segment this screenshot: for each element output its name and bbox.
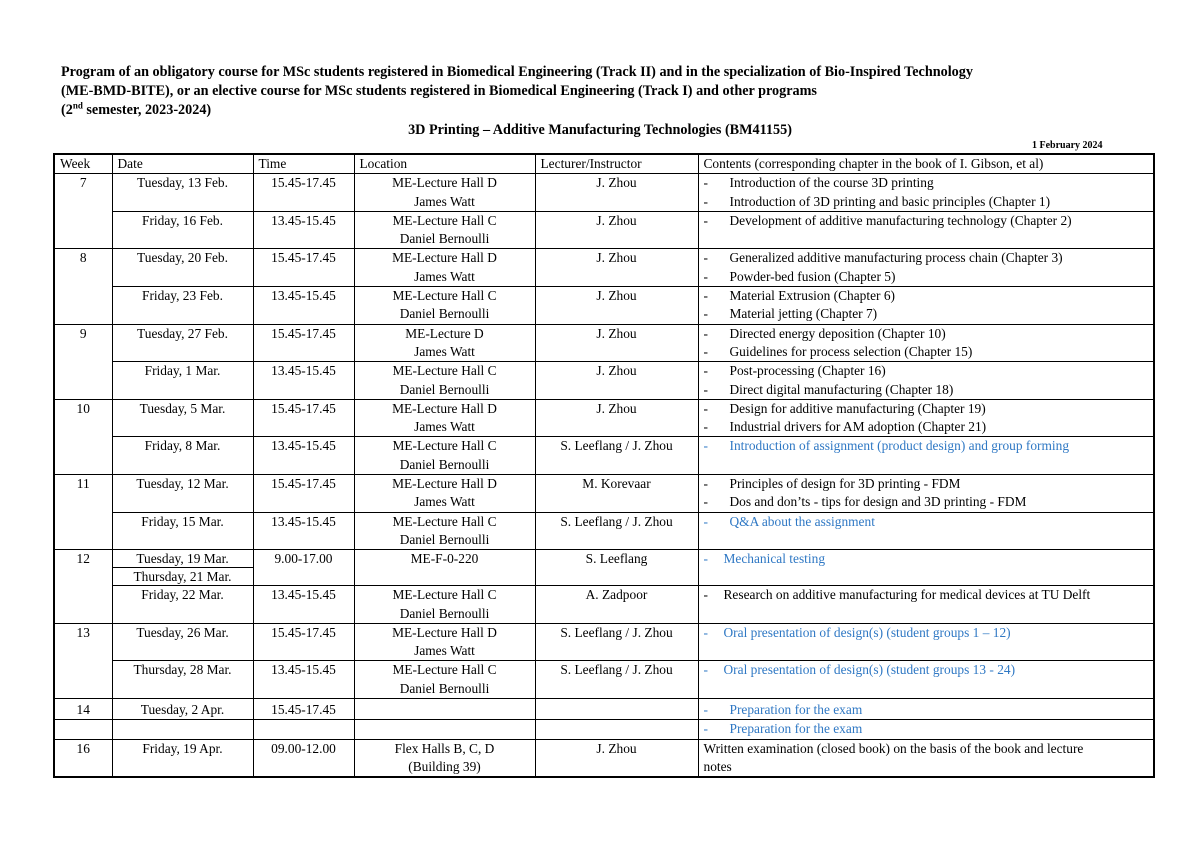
location-line: Daniel Bernoulli bbox=[399, 531, 490, 547]
week-cell: 16 bbox=[54, 739, 112, 777]
content-item bbox=[704, 174, 1149, 192]
table-row bbox=[54, 324, 1154, 362]
content-item bbox=[704, 400, 1149, 418]
table-row bbox=[54, 623, 1154, 661]
contents-cell bbox=[698, 550, 1154, 586]
content-item bbox=[704, 362, 1149, 380]
time-cell: 13.45-15.45 bbox=[253, 362, 354, 400]
lecturer-cell: J. Zhou bbox=[535, 324, 698, 362]
time-cell: 13.45-15.45 bbox=[253, 211, 354, 249]
content-text: Oral presentation of design(s) (student groups 13 - 24) bbox=[723, 662, 1016, 678]
content-text: Design for additive manufacturing (Chapter 19) bbox=[729, 400, 986, 416]
location-cell bbox=[354, 720, 535, 739]
date-cell: Tuesday, 5 Mar. bbox=[112, 399, 253, 437]
date-cell: Friday, 15 Mar. bbox=[112, 512, 253, 550]
location-line: ME-Lecture Hall C bbox=[392, 513, 497, 529]
date-cell: Friday, 16 Feb. bbox=[112, 211, 253, 249]
lecturer-cell bbox=[535, 720, 698, 739]
location-line: ME-Lecture Hall C bbox=[392, 662, 497, 678]
bullet: - bbox=[703, 662, 708, 678]
time-cell: 15.45-17.45 bbox=[253, 399, 354, 437]
bullet: - bbox=[703, 624, 708, 640]
lecturer-cell bbox=[535, 699, 698, 720]
date-cell: Tuesday, 19 Mar. bbox=[112, 550, 253, 568]
content-item bbox=[704, 268, 1149, 286]
location-cell bbox=[354, 623, 535, 661]
content-text: Introduction of the course 3D printing bbox=[729, 175, 934, 191]
date-cell: Friday, 8 Mar. bbox=[112, 437, 253, 475]
lecturer-cell: S. Leeflang / J. Zhou bbox=[535, 661, 698, 699]
table-header-row bbox=[54, 154, 1154, 174]
date-cell bbox=[112, 720, 253, 739]
location-line: ME-Lecture Hall C bbox=[392, 438, 497, 454]
semester-pre: (2 bbox=[61, 102, 73, 118]
col-week: Week bbox=[54, 154, 112, 174]
lecturer-cell: S. Leeflang / J. Zhou bbox=[535, 623, 698, 661]
time-cell: 13.45-15.45 bbox=[253, 287, 354, 325]
content-item bbox=[704, 343, 1149, 361]
bullet: - bbox=[703, 193, 708, 209]
contents-cell bbox=[698, 586, 1154, 624]
table-row bbox=[54, 249, 1154, 287]
content-text: Material Extrusion (Chapter 6) bbox=[729, 288, 895, 304]
location-line: James Watt bbox=[414, 494, 475, 510]
bullet: - bbox=[703, 587, 708, 603]
contents-cell bbox=[698, 437, 1154, 475]
bullet: - bbox=[703, 721, 708, 737]
location-cell bbox=[354, 324, 535, 362]
schedule-table bbox=[53, 153, 1155, 778]
content-text: Powder-bed fusion (Chapter 5) bbox=[729, 268, 896, 284]
date-cell: Friday, 23 Feb. bbox=[112, 287, 253, 325]
content-text: Preparation for the exam bbox=[729, 702, 863, 718]
content-item bbox=[704, 586, 1149, 604]
week-cell: 9 bbox=[54, 324, 112, 399]
location-cell bbox=[354, 699, 535, 720]
lecturer-cell: S. Leeflang bbox=[535, 550, 698, 586]
content-item bbox=[704, 212, 1149, 230]
table-row bbox=[54, 739, 1154, 777]
content-text: Post-processing (Chapter 16) bbox=[729, 363, 886, 379]
time-cell: 13.45-15.45 bbox=[253, 586, 354, 624]
table-row bbox=[54, 550, 1154, 568]
content-text: Introduction of 3D printing and basic principles (Chapter 1) bbox=[729, 193, 1051, 209]
col-location: Location bbox=[354, 154, 535, 174]
lecturer-cell: J. Zhou bbox=[535, 399, 698, 437]
content-text: Generalized additive manufacturing process chain (Chapter 3) bbox=[729, 250, 1063, 266]
location-line: Daniel Bernoulli bbox=[399, 381, 490, 397]
location-line: (Building 39) bbox=[408, 758, 481, 774]
content-item bbox=[704, 493, 1149, 511]
location-line: James Watt bbox=[414, 419, 475, 435]
col-time: Time bbox=[253, 154, 354, 174]
table-row bbox=[54, 399, 1154, 437]
location-line: ME-Lecture D bbox=[405, 325, 484, 341]
time-cell: 13.45-15.45 bbox=[253, 437, 354, 475]
table-row bbox=[54, 287, 1154, 325]
col-lecturer: Lecturer/Instructor bbox=[535, 154, 698, 174]
contents-cell bbox=[698, 699, 1154, 720]
contents-cell bbox=[698, 739, 1154, 777]
location-line: Daniel Bernoulli bbox=[399, 680, 490, 696]
content-item bbox=[704, 513, 1149, 531]
location-line: Flex Halls B, C, D bbox=[394, 740, 495, 756]
col-contents: Contents (corresponding chapter in the book of I. Gibson, et al) bbox=[698, 154, 1154, 174]
content-text: Industrial drivers for AM adoption (Chapter 21) bbox=[729, 419, 987, 435]
content-item bbox=[704, 475, 1149, 493]
bullet: - bbox=[703, 250, 708, 266]
location-cell bbox=[354, 586, 535, 624]
location-cell bbox=[354, 174, 535, 212]
location-line: ME-Lecture Hall C bbox=[392, 288, 497, 304]
content-text: Preparation for the exam bbox=[729, 721, 863, 737]
contents-cell bbox=[698, 287, 1154, 325]
content-item bbox=[704, 305, 1149, 323]
contents-cell bbox=[698, 720, 1154, 739]
bullet: - bbox=[703, 551, 708, 567]
content-item bbox=[704, 418, 1149, 436]
time-cell: 15.45-17.45 bbox=[253, 249, 354, 287]
lecturer-cell: M. Korevaar bbox=[535, 475, 698, 513]
table-row bbox=[54, 661, 1154, 699]
location-cell bbox=[354, 550, 535, 586]
date-cell: Tuesday, 12 Mar. bbox=[112, 475, 253, 513]
week-cell: 7 bbox=[54, 174, 112, 249]
contents-cell bbox=[698, 399, 1154, 437]
location-cell bbox=[354, 512, 535, 550]
week-cell: 14 bbox=[54, 699, 112, 720]
header-semester bbox=[61, 101, 1151, 120]
time-cell: 09.00-12.00 bbox=[253, 739, 354, 777]
content-item bbox=[704, 720, 1149, 738]
time-cell: 15.45-17.45 bbox=[253, 699, 354, 720]
bullet: - bbox=[703, 513, 708, 529]
bullet: - bbox=[703, 381, 708, 397]
lecturer-cell: A. Zadpoor bbox=[535, 586, 698, 624]
contents-cell bbox=[698, 623, 1154, 661]
location-line: ME-Lecture Hall C bbox=[392, 363, 497, 379]
bullet: - bbox=[703, 325, 708, 341]
semester-sup: nd bbox=[72, 100, 83, 111]
document-date: 1 February 2024 bbox=[1032, 140, 1103, 151]
contents-cell bbox=[698, 324, 1154, 362]
bullet: - bbox=[703, 212, 708, 228]
location-cell bbox=[354, 362, 535, 400]
week-cell: 12 bbox=[54, 550, 112, 624]
bullet: - bbox=[703, 419, 708, 435]
location-line: ME-Lecture Hall D bbox=[392, 250, 497, 266]
bullet: - bbox=[703, 400, 708, 416]
week-cell: 13 bbox=[54, 623, 112, 698]
bullet: - bbox=[703, 363, 708, 379]
contents-cell bbox=[698, 174, 1154, 212]
location-cell bbox=[354, 211, 535, 249]
date-cell: Tuesday, 26 Mar. bbox=[112, 623, 253, 661]
content-item bbox=[704, 325, 1149, 343]
lecturer-cell: J. Zhou bbox=[535, 211, 698, 249]
course-title: 3D Printing – Additive Manufacturing Technologies (BM41155) bbox=[408, 122, 792, 138]
lecturer-cell: J. Zhou bbox=[535, 249, 698, 287]
time-cell: 15.45-17.45 bbox=[253, 623, 354, 661]
location-cell bbox=[354, 287, 535, 325]
contents-cell bbox=[698, 211, 1154, 249]
bullet: - bbox=[703, 476, 708, 492]
date-cell: Thursday, 28 Mar. bbox=[112, 661, 253, 699]
content-text: Direct digital manufacturing (Chapter 18) bbox=[729, 381, 954, 397]
content-item bbox=[704, 437, 1149, 455]
location-line: James Watt bbox=[414, 643, 475, 659]
date-cell: Thursday, 21 Mar. bbox=[112, 568, 253, 586]
location-cell bbox=[354, 437, 535, 475]
bullet: - bbox=[703, 288, 708, 304]
contents-cell bbox=[698, 362, 1154, 400]
location-cell bbox=[354, 475, 535, 513]
lecturer-cell: J. Zhou bbox=[535, 287, 698, 325]
time-cell bbox=[253, 720, 354, 739]
bullet: - bbox=[703, 438, 708, 454]
table-row bbox=[54, 174, 1154, 212]
location-line: James Watt bbox=[414, 343, 475, 359]
date-cell: Friday, 1 Mar. bbox=[112, 362, 253, 400]
location-cell bbox=[354, 739, 535, 777]
content-text: Material jetting (Chapter 7) bbox=[729, 306, 878, 322]
content-item bbox=[704, 287, 1149, 305]
header-line-2: (ME-BMD-BITE), or an elective course for MSc students registered in Biomedical Engineering (Track I) and other programs bbox=[61, 83, 817, 99]
contents-cell bbox=[698, 661, 1154, 699]
table-row bbox=[54, 475, 1154, 513]
content-text: Introduction of assignment (product design) and group forming bbox=[729, 438, 1070, 454]
content-text: Guidelines for process selection (Chapter 15) bbox=[729, 343, 973, 359]
time-cell: 15.45-17.45 bbox=[253, 174, 354, 212]
table-row bbox=[54, 362, 1154, 400]
lecturer-cell: J. Zhou bbox=[535, 362, 698, 400]
content-item bbox=[704, 193, 1149, 211]
semester-post: semester, 2023-2024) bbox=[82, 102, 212, 118]
time-cell: 13.45-15.45 bbox=[253, 512, 354, 550]
date-cell: Tuesday, 20 Feb. bbox=[112, 249, 253, 287]
bullet: - bbox=[703, 343, 708, 359]
content-item bbox=[704, 701, 1149, 719]
location-line: James Watt bbox=[414, 193, 475, 209]
table-row bbox=[54, 211, 1154, 249]
location-line: Daniel Bernoulli bbox=[399, 306, 490, 322]
bullet: - bbox=[703, 268, 708, 284]
bullet: - bbox=[703, 175, 708, 191]
lecturer-cell: J. Zhou bbox=[535, 739, 698, 777]
table-row bbox=[54, 512, 1154, 550]
content-text: Development of additive manufacturing technology (Chapter 2) bbox=[729, 212, 1072, 228]
content-text: notes bbox=[703, 758, 732, 774]
lecturer-cell: S. Leeflang / J. Zhou bbox=[535, 512, 698, 550]
location-line: ME-Lecture Hall D bbox=[392, 476, 497, 492]
content-text: Written examination (closed book) on the basis of the book and lecture bbox=[703, 740, 1084, 756]
content-text: Research on additive manufacturing for medical devices at TU Delft bbox=[723, 587, 1091, 603]
content-item bbox=[704, 249, 1149, 267]
content-item bbox=[704, 550, 1149, 568]
lecturer-cell: J. Zhou bbox=[535, 174, 698, 212]
bullet: - bbox=[703, 494, 708, 510]
content-item bbox=[704, 661, 1149, 679]
week-cell: 10 bbox=[54, 399, 112, 474]
location-line: James Watt bbox=[414, 268, 475, 284]
location-line: Daniel Bernoulli bbox=[399, 605, 490, 621]
date-cell: Tuesday, 2 Apr. bbox=[112, 699, 253, 720]
col-date: Date bbox=[112, 154, 253, 174]
content-item bbox=[704, 624, 1149, 642]
contents-cell bbox=[698, 512, 1154, 550]
table-row bbox=[54, 437, 1154, 475]
week-cell bbox=[54, 720, 112, 739]
table-row bbox=[54, 720, 1154, 739]
location-cell bbox=[354, 661, 535, 699]
content-text: Dos and don’ts - tips for design and 3D printing - FDM bbox=[729, 494, 1027, 510]
header-line-1: Program of an obligatory course for MSc students registered in Biomedical Engineering (Track II) and in the specialization of Bio-Inspired Technology bbox=[61, 64, 973, 80]
content-text: Mechanical testing bbox=[723, 551, 826, 567]
location-line: Daniel Bernoulli bbox=[399, 231, 490, 247]
week-cell: 11 bbox=[54, 475, 112, 550]
location-line: ME-F-0-220 bbox=[410, 551, 479, 567]
location-line: ME-Lecture Hall D bbox=[392, 624, 497, 640]
date-cell: Tuesday, 27 Feb. bbox=[112, 324, 253, 362]
bullet: - bbox=[703, 702, 708, 718]
location-cell bbox=[354, 249, 535, 287]
lecturer-cell: S. Leeflang / J. Zhou bbox=[535, 437, 698, 475]
location-line: ME-Lecture Hall C bbox=[392, 587, 497, 603]
location-line: ME-Lecture Hall C bbox=[392, 212, 497, 228]
document-header bbox=[61, 63, 1151, 120]
contents-cell bbox=[698, 249, 1154, 287]
location-cell bbox=[354, 399, 535, 437]
date-cell: Friday, 22 Mar. bbox=[112, 586, 253, 624]
content-text: Principles of design for 3D printing - FDM bbox=[729, 476, 961, 492]
content-item bbox=[704, 381, 1149, 399]
week-cell: 8 bbox=[54, 249, 112, 324]
date-cell: Tuesday, 13 Feb. bbox=[112, 174, 253, 212]
time-cell: 13.45-15.45 bbox=[253, 661, 354, 699]
contents-cell bbox=[698, 475, 1154, 513]
table-row bbox=[54, 699, 1154, 720]
time-cell: 15.45-17.45 bbox=[253, 475, 354, 513]
location-line: ME-Lecture Hall D bbox=[392, 175, 497, 191]
content-text: Q&A about the assignment bbox=[729, 513, 875, 529]
location-line: ME-Lecture Hall D bbox=[392, 400, 497, 416]
time-cell: 15.45-17.45 bbox=[253, 324, 354, 362]
content-text: Oral presentation of design(s) (student groups 1 – 12) bbox=[723, 624, 1011, 640]
bullet: - bbox=[703, 306, 708, 322]
table-row bbox=[54, 586, 1154, 624]
content-text: Directed energy deposition (Chapter 10) bbox=[729, 325, 946, 341]
location-line: Daniel Bernoulli bbox=[399, 456, 490, 472]
date-cell: Friday, 19 Apr. bbox=[112, 739, 253, 777]
time-cell: 9.00-17.00 bbox=[253, 550, 354, 586]
